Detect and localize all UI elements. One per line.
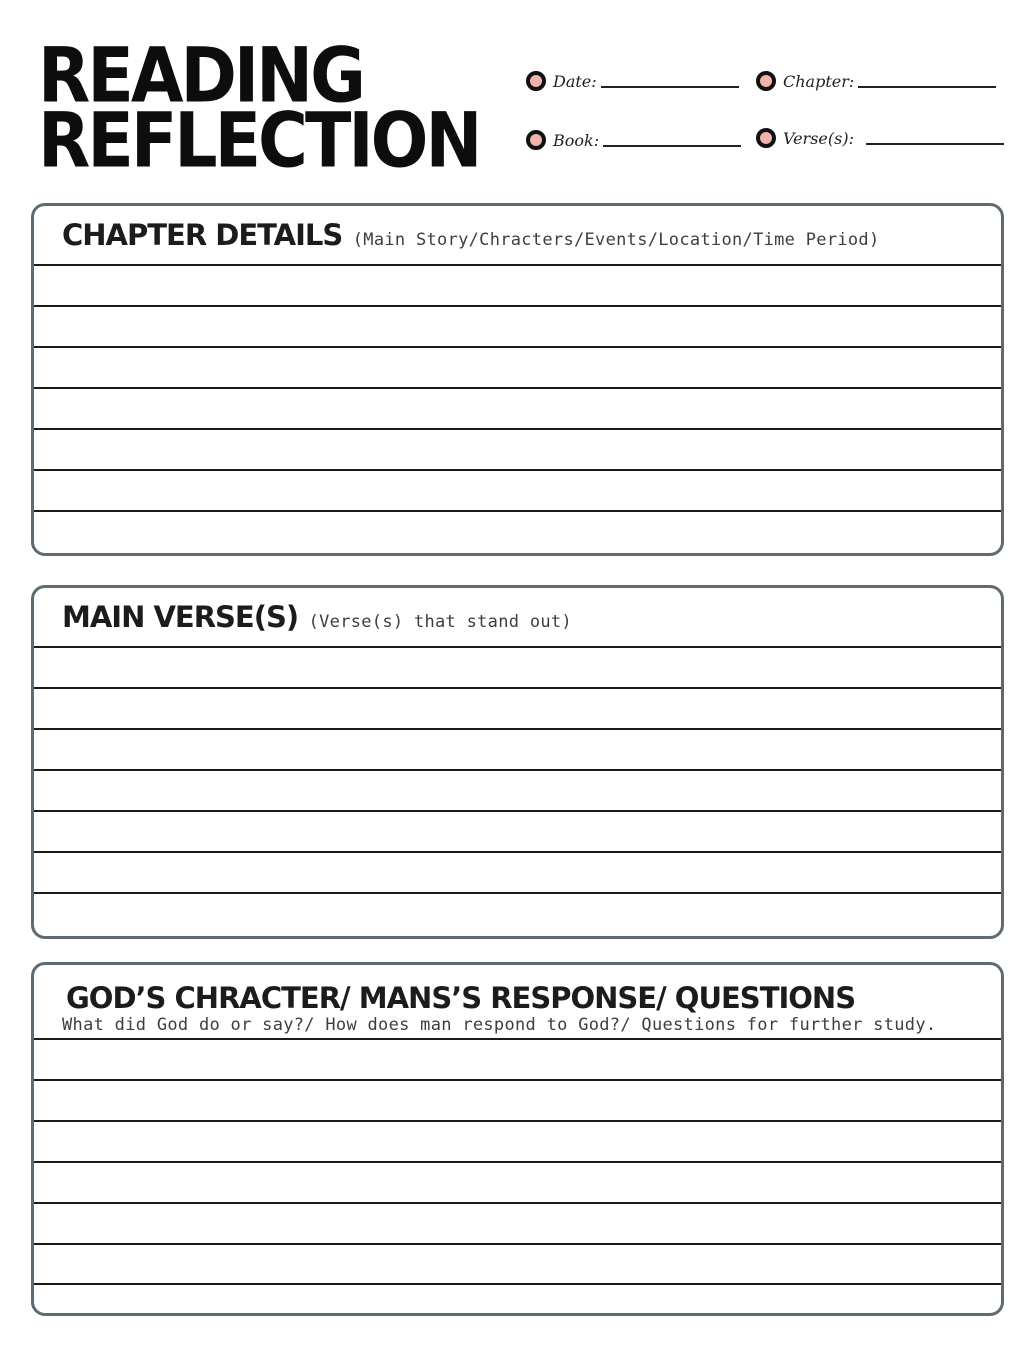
verses-field[interactable] xyxy=(756,123,1004,153)
main-verses-title: MAIN VERSE(S) xyxy=(62,600,299,634)
chapter-details-panel xyxy=(31,203,1004,556)
chapter-details-title: CHAPTER DETAILS xyxy=(62,218,343,252)
book-label: Book: xyxy=(553,130,600,150)
writing-line[interactable] xyxy=(34,646,1001,648)
writing-line[interactable] xyxy=(34,305,1001,307)
writing-line[interactable] xyxy=(34,346,1001,348)
writing-line[interactable] xyxy=(34,728,1001,730)
gods-character-header xyxy=(62,981,991,1035)
bullet-dot-icon xyxy=(526,71,546,91)
bullet-dot-icon xyxy=(756,128,776,148)
date-label: Date: xyxy=(553,71,597,91)
date-blank-line[interactable] xyxy=(601,86,739,88)
writing-line[interactable] xyxy=(34,510,1001,512)
writing-line[interactable] xyxy=(34,264,1001,266)
main-verses-header xyxy=(62,600,991,634)
writing-line[interactable] xyxy=(34,428,1001,430)
writing-line[interactable] xyxy=(34,1202,1001,1204)
gods-character-title: GOD’S CHRACTER/ MANS’S RESPONSE/ QUESTIONS xyxy=(66,981,856,1015)
bullet-dot-icon xyxy=(526,130,546,150)
writing-line[interactable] xyxy=(34,687,1001,689)
chapter-label: Chapter: xyxy=(783,71,855,91)
title-line-reading: READING xyxy=(38,31,363,121)
writing-line[interactable] xyxy=(34,769,1001,771)
writing-line[interactable] xyxy=(34,892,1001,894)
bullet-dot-icon xyxy=(756,71,776,91)
main-verses-panel xyxy=(31,585,1004,939)
writing-line[interactable] xyxy=(34,1243,1001,1245)
verses-label: Verse(s): xyxy=(783,128,854,148)
gods-character-subtitle: What did God do or say?/ How does man respond to God?/ Questions for further study. xyxy=(62,1015,937,1035)
verses-blank-line[interactable] xyxy=(866,143,1004,145)
meta-fields xyxy=(526,62,1006,162)
writing-line[interactable] xyxy=(34,1283,1001,1285)
main-verses-subtitle: (Verse(s) that stand out) xyxy=(308,612,572,632)
writing-line[interactable] xyxy=(34,1079,1001,1081)
writing-line[interactable] xyxy=(34,469,1001,471)
writing-line[interactable] xyxy=(34,810,1001,812)
date-field[interactable] xyxy=(526,66,739,96)
chapter-details-subtitle: (Main Story/Chracters/Events/Location/Time Period) xyxy=(352,230,880,250)
chapter-details-header xyxy=(62,218,991,252)
writing-line[interactable] xyxy=(34,1161,1001,1163)
writing-line[interactable] xyxy=(34,1038,1001,1040)
chapter-field[interactable] xyxy=(756,66,996,96)
writing-line[interactable] xyxy=(34,1120,1001,1122)
gods-character-panel xyxy=(31,962,1004,1316)
writing-line[interactable] xyxy=(34,387,1001,389)
title-line-reflection: REFLECTION xyxy=(38,96,480,186)
book-blank-line[interactable] xyxy=(603,145,741,147)
chapter-blank-line[interactable] xyxy=(858,86,996,88)
book-field[interactable] xyxy=(526,125,741,155)
writing-line[interactable] xyxy=(34,851,1001,853)
page-title xyxy=(38,31,480,186)
